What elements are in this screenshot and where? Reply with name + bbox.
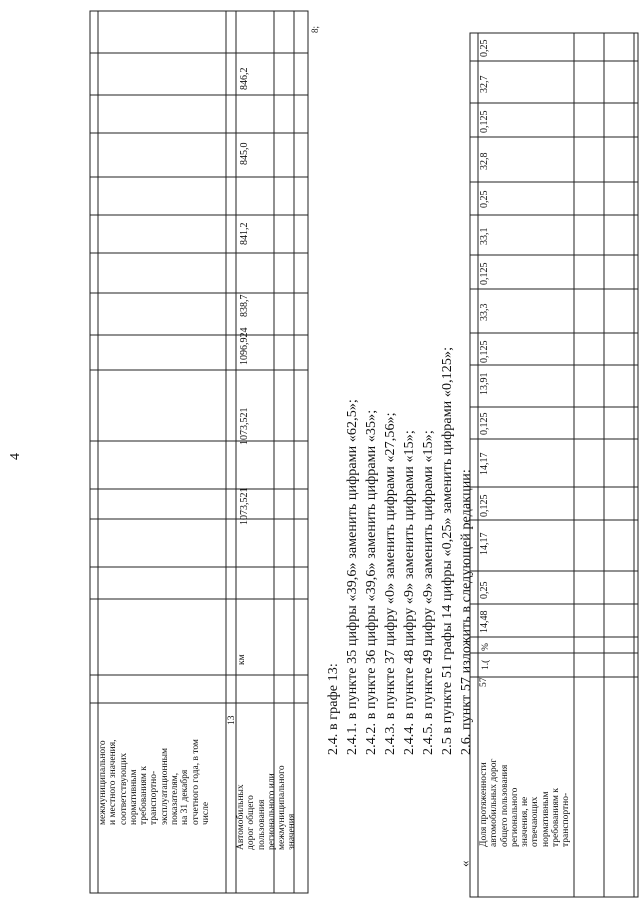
quote-mark: « [457,860,472,867]
row57-value: 0,125 [479,110,490,133]
page-number: 4 [8,453,23,460]
row57-value: 0,125 [479,262,490,285]
row-fragment-text: межмуниципального и местного значения, соответствующих нормативным требованиям к транспортно- эксплуатационным показателям, на 31 декабря отчетного года, в том числе [98,739,211,825]
row13-name: Автомобильных дорог общего пользования регионального или межмуниципального значения [236,765,298,850]
row57-name: Доля протяженности автомобильных дорог общего пользования регионального значения, не отвечающих нормативным требованиям к транспортно- [479,758,572,847]
row57-value: 0,25 [479,190,490,208]
row57-unit: % [481,643,491,651]
row13-unit: км [237,654,247,665]
row57-value: 32,7 [479,75,490,93]
instruction-line: 2.4.4. в пункте 48 цифру «9» заменить цифрами «15»; [402,430,417,755]
row57-value: 33,3 [479,303,490,321]
side-mark: 8; [310,25,320,33]
row13-number: 13 [227,715,237,725]
instruction-line: 2.4.2. в пункте 36 цифры «39,6» заменить цифрами «35»; [364,409,379,755]
row13-value: 1096,924 [239,327,250,365]
row57-value: 32,8 [479,152,490,170]
row57-value: 0,125 [479,412,490,435]
row57-value: 14,48 [479,610,490,633]
instruction-line: 2.4.5. в пункте 49 цифру «9» заменить цифрами «15»; [421,430,436,755]
row57-number: 57 [479,677,489,687]
row57-value: 0,25 [479,39,490,57]
row57-value: 14,17 [479,532,490,555]
instruction-line: 2.5 в пункте 51 графы 14 цифры «0,25» заменить цифрами «0,125»; [440,346,455,755]
instruction-line: 2.4.1. в пункте 35 цифры «39,6» заменить цифрами «62,5»; [345,399,360,755]
row13-value: 845,0 [239,142,250,165]
row57-value: 0,25 [479,581,490,599]
instruction-line: 2.4.3. в пункте 37 цифру «0» заменить цифрами «27,56»; [383,412,398,755]
row13-value: 1073,521 [239,487,250,525]
row57-code: 1.( [481,659,491,670]
row57-value: 14,17 [479,452,490,475]
row57-value: 33,1 [479,227,490,245]
row57-value: 0,125 [479,340,490,363]
instruction-line: 2.6. пункт 57 изложить в следующей редакции: [459,469,474,755]
instruction-line: 2.4. в графе 13: [326,663,341,755]
row13-value: 838,7 [239,294,250,317]
row13-value: 841,2 [239,222,250,245]
row13-value: 1073,521 [239,407,250,445]
row13-value: 846,2 [239,67,250,90]
row57-value: 13,91 [479,372,490,395]
row57-value: 0,125 [479,494,490,517]
